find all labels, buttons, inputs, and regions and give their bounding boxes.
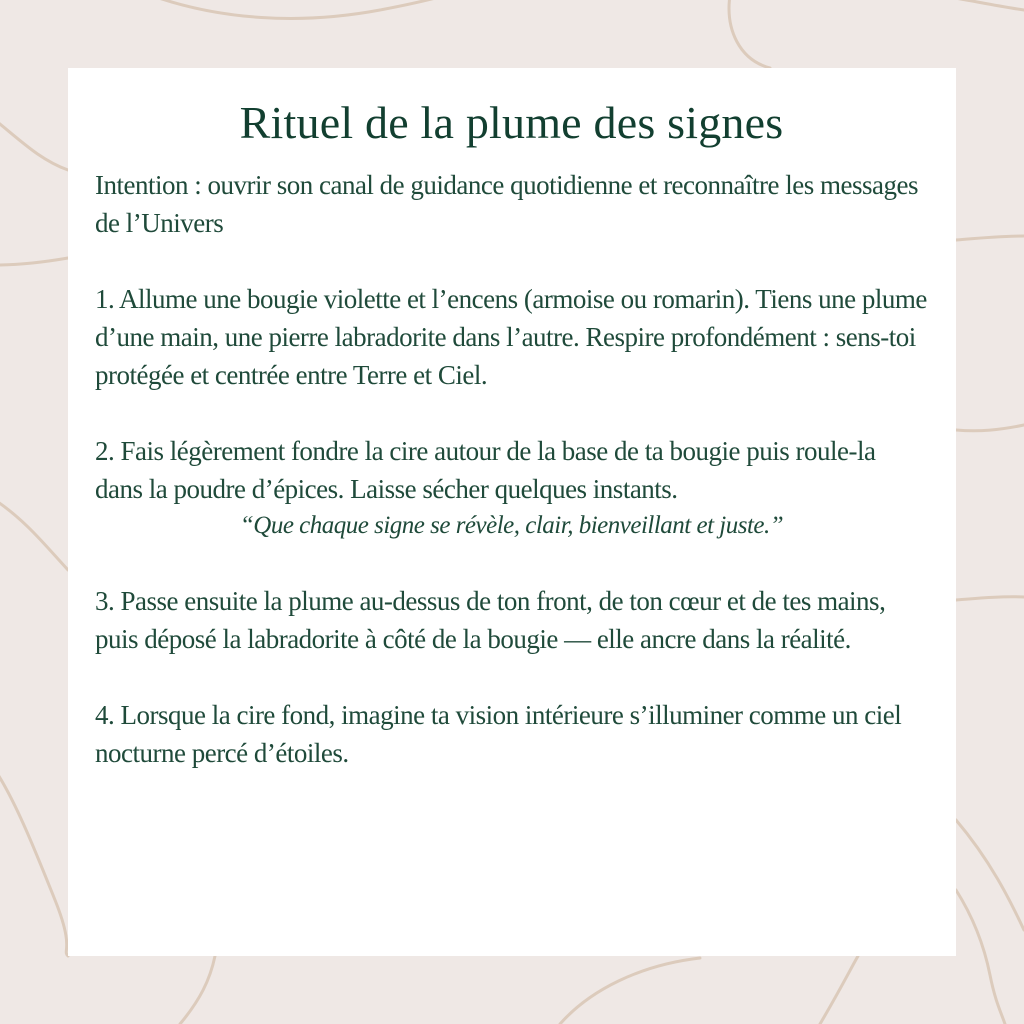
decor-line [0, 500, 68, 570]
decor-line [956, 425, 1024, 431]
intention-text: Intention : ouvrir son canal de guidance quotidienne et reconnaître les messages de l’Univers [95, 170, 918, 238]
decor-line [820, 956, 858, 1024]
decor-line [729, 0, 770, 68]
decor-line [956, 820, 1024, 930]
ritual-step-3: 3. Passe ensuite la plume au-dessus de ton front, de ton cœur et de tes mains, puis déposé la labradorite à côté de la bougie — elle ancre dans la réalité. [95, 586, 886, 654]
ritual-step-4: 4. Lorsque la cire fond, imagine ta vision intérieure s’illuminer comme un ciel nocturne percé d’étoiles. [95, 700, 902, 768]
decor-line [150, 0, 470, 18]
decor-line [0, 770, 68, 956]
ritual-card [68, 68, 956, 956]
decor-line [560, 958, 700, 1024]
ritual-title: Rituel de la plume des signes [239, 97, 784, 148]
ritual-step-2: 2. Fais légèrement fondre la cire autour de la base de ta bougie puis roule-la dans la poudre d’épices. Laisse sécher quelques instants. [95, 436, 876, 504]
decor-line [956, 236, 1024, 240]
decor-line [0, 258, 68, 265]
decor-line [956, 597, 1024, 600]
decor-line [0, 120, 68, 170]
ritual-step-1: 1. Allume une bougie violette et l’encens (armoise ou romarin). Tiens une plume d’une main, une pierre labradorite dans l’autre. Respire profondément : sens-toi protégée et centrée entre Terre et Ciel. [95, 284, 927, 390]
decor-line [180, 956, 215, 1024]
ritual-quote: “Que chaque signe se révèle, clair, bienveillant et juste.” [239, 512, 784, 539]
decor-line [935, 0, 1024, 10]
decor-line [956, 890, 1005, 1024]
